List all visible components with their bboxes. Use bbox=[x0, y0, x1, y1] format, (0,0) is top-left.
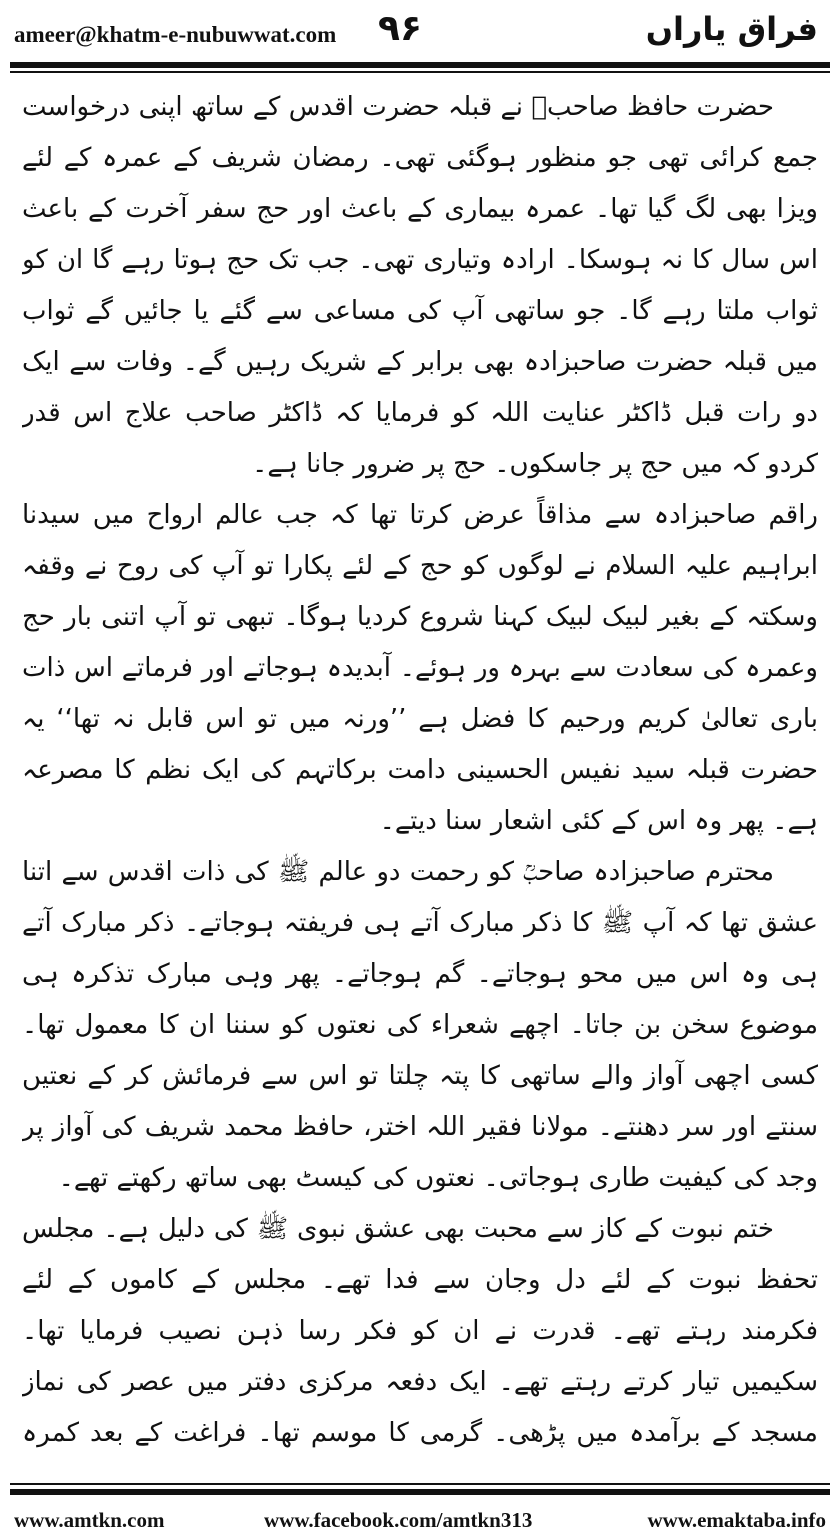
book-title: فراق یاراں bbox=[645, 10, 818, 48]
footer-link-emaktaba[interactable]: www.emaktaba.info bbox=[647, 1508, 826, 1532]
page-footer bbox=[0, 1500, 840, 1540]
page-header bbox=[0, 0, 840, 70]
footer-rule-thin bbox=[10, 1483, 830, 1485]
footer-rule-thick bbox=[10, 1489, 830, 1495]
header-rule-thick bbox=[10, 62, 830, 68]
paragraph-3: محترم صاحبزادہ صاحبؒ کو رحمت دو عالم ﷺ کی ذات اقدس سے اتنا عشق تھا کہ آپ ﷺ کا ذکر مبارک آتے ہی فریفتہ ہوجاتے۔ ذکر مبارک آتے ہی وہ اس میں محو ہوجاتے۔ گم ہوجاتے۔ پھر وہی مبارک تذکرہ ہی موضوع سخن بن جاتا۔ اچھے شعراء کی نعتوں کو سننا ان کا معمول تھا۔ کسی اچھی آواز والے ساتھی کا پتہ چلتا تو اس سے فرمائش کر کے نعتیں سنتے اور سر دھنتے۔ مولانا فقیر اللہ اختر، حافظ محمد شریف کی آواز پر وجد کی کیفیت طاری ہوجاتی۔ نعتوں کی کیسٹ بھی ساتھ رکھتے تھے۔ bbox=[22, 857, 818, 1193]
page-body bbox=[22, 82, 818, 1462]
footer-link-facebook[interactable]: www.facebook.com/amtkn313 bbox=[264, 1508, 533, 1532]
paragraph-2: راقم صاحبزادہ سے مذاقاً عرض کرتا تھا کہ جب عالم ارواح میں سیدنا ابراہیم علیہ السلام نے لوگوں کو حج کے لئے پکارا تو آپ کی روح نے وقفہ وسکتہ کے بغیر لبیک لبیک کہنا شروع کردیا ہوگا۔ تبھی تو آپ اتنی بار حج وعمرہ کی سعادت سے بہرہ ور ہوئے۔ آبدیدہ ہوجاتے اور فرماتے اس ذات باری تعالیٰ کریم ورحیم کا فضل ہے ’’ورنہ میں تو اس قابل نہ تھا‘‘ یہ حضرت قبلہ سید نفیس الحسینی دامت برکاتہم کی ایک نظم کا مصرعہ ہے۔ پھر وہ اس کے کئی اشعار سنا دیتے۔ bbox=[22, 500, 818, 836]
page-number: ۹۶ bbox=[378, 8, 422, 49]
header-email[interactable]: ameer@khatm-e-nubuwwat.com bbox=[14, 22, 337, 47]
paragraph-4: ختم نبوت کے کاز سے محبت بھی عشق نبوی ﷺ کی دلیل ہے۔ مجلس تحفظ نبوت کے لئے دل وجان سے فدا تھے۔ مجلس کے کاموں کے لئے فکرمند رہتے تھے۔ قدرت نے ان کو فکر رسا ذہن نصیب فرمایا تھا۔ سکیمیں تیار کرتے رہتے تھے۔ ایک دفعہ مرکزی دفتر میں عصر کی نماز مسجد کے برآمدہ میں پڑھی۔ گرمی کا موسم تھا۔ فراغت کے بعد کمرہ bbox=[22, 1214, 818, 1448]
header-rule-thin bbox=[10, 71, 830, 73]
paragraph-1: حضرت حافظ صاحبؒ نے قبلہ حضرت اقدس کے ساتھ اپنی درخواست جمع کرائی تھی جو منظور ہوگئی تھی۔ رمضان شریف کے عمرہ کے لئے ویزا بھی لگ گیا تھا۔ عمرہ بیماری کے باعث اور حج سفر آخرت کے باعث اس سال کا نہ ہوسکا۔ ارادہ وتیاری تھی۔ جب تک حج ہوتا رہے گا ان کو ثواب ملتا رہے گا۔ جو ساتھی آپ کی مساعی سے گئے یا جائیں گے ثواب میں قبلہ حضرت صاحبزادہ بھی برابر کے شریک رہیں گے۔ وفات سے ایک دو رات قبل ڈاکٹر عنایت اللہ کو فرمایا کہ ڈاکٹر صاحب علاج اس قدر کردو کہ میں حج پر جاسکوں۔ حج پر ضرور جانا ہے۔ bbox=[22, 92, 818, 479]
footer-link-amtkn[interactable]: www.amtkn.com bbox=[14, 1508, 165, 1532]
